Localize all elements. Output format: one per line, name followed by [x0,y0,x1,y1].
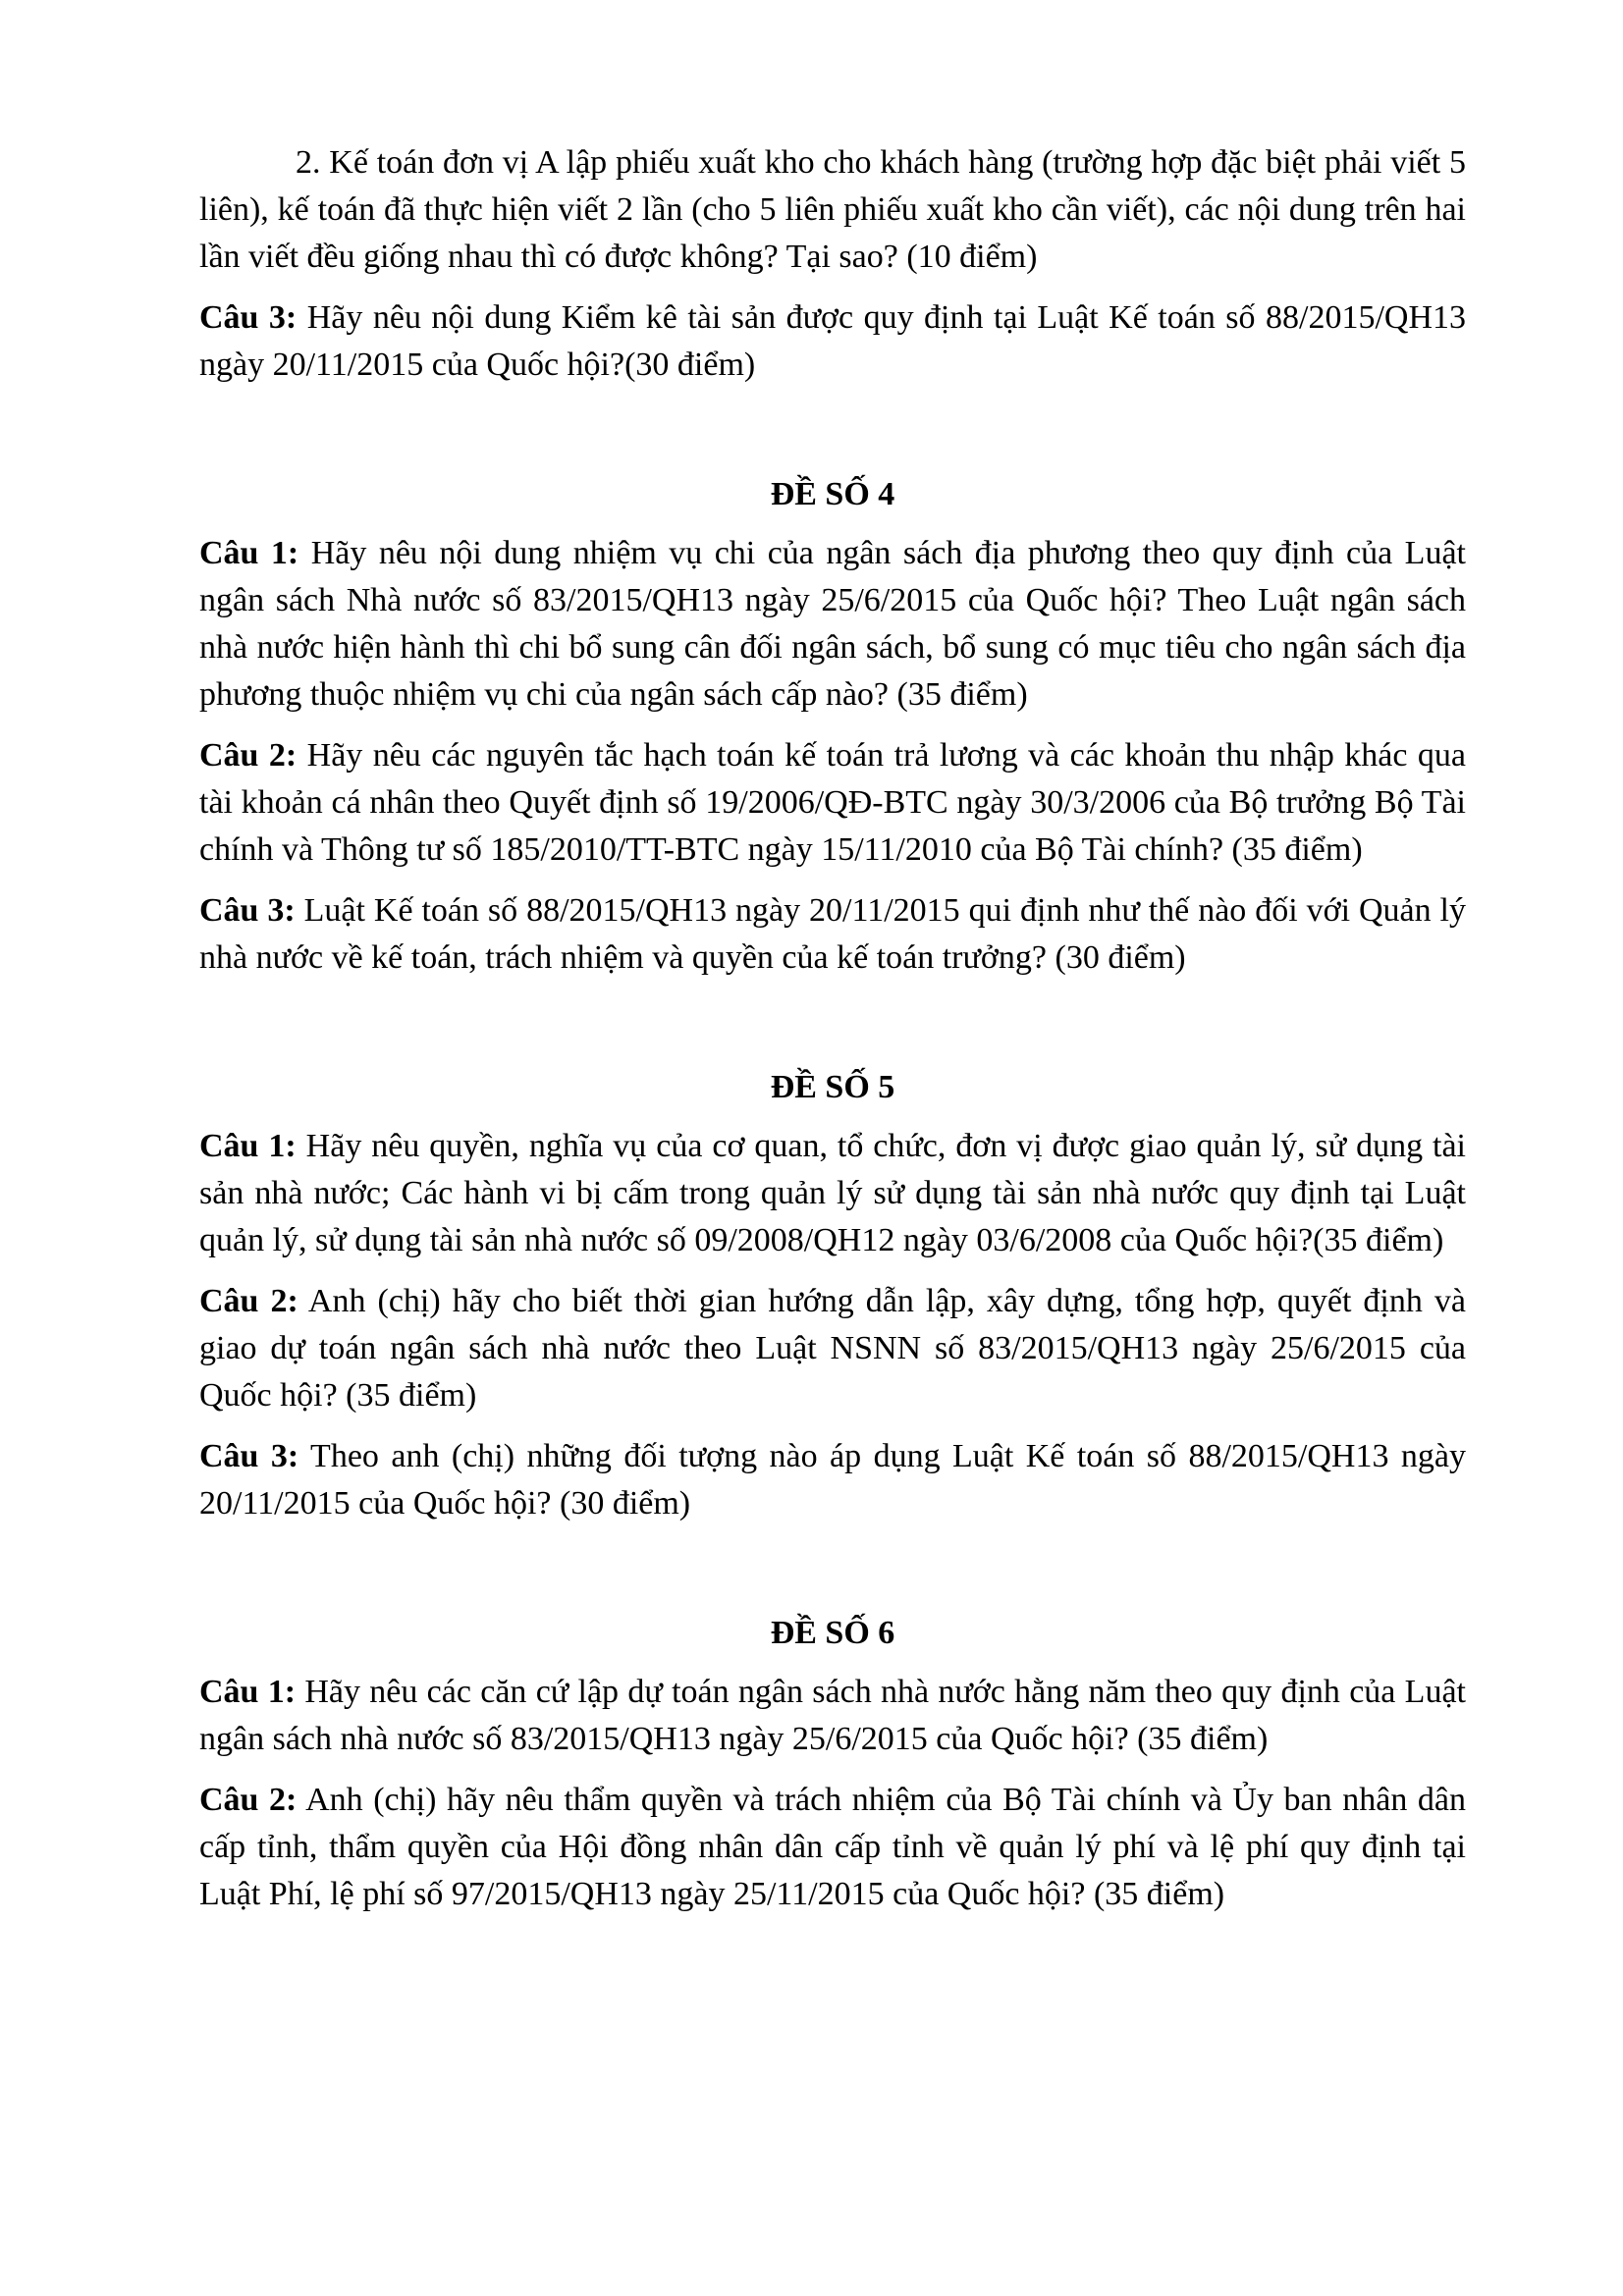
question-text: Hãy nêu quyền, nghĩa vụ của cơ quan, tổ chức, đơn vị được giao quản lý, sử dụng tài sản nhà nước; Các hành vi bị cấm trong quản lý sử dụng tài sản nhà nước quy định tại Luật quản lý, sử dụng tài sản nhà nước số 09/2008/QH12 ngày 03/6/2008 của Quốc hội?(35 điểm) [199,1128,1466,1258]
question-label: Câu 1: [199,1128,297,1164]
question-de5-cau3 [199,1433,1466,1527]
question-de6-cau1 [199,1669,1466,1763]
question-text: Hãy nêu nội dung nhiệm vụ chi của ngân sách địa phương theo quy định của Luật ngân sách Nhà nước số 83/2015/QH13 ngày 25/6/2015 của Quốc hội? Theo Luật ngân sách nhà nước hiện hành thì chi bổ sung cân đối ngân sách, bổ sung có mục tiêu cho ngân sách địa phương thuộc nhiệm vụ chi của ngân sách cấp nào? (35 điểm) [199,535,1466,713]
question-label: Câu 1: [199,535,299,571]
question-de4-cau2 [199,732,1466,874]
question-text: Hãy nêu các căn cứ lập dự toán ngân sách nhà nước hằng năm theo quy định của Luật ngân sách nhà nước số 83/2015/QH13 ngày 25/6/2015 của Quốc hội? (35 điểm) [199,1674,1466,1757]
section-heading-de-so-5: ĐỀ SỐ 5 [770,1069,895,1105]
question-de6-cau2 [199,1777,1466,1918]
intro-item-2: 2. Kế toán đơn vị A lập phiếu xuất kho cho khách hàng (trường hợp đặc biệt phải viết 5 liên), kế toán đã thực hiện viết 2 lần (cho 5 liên phiếu xuất kho cần viết), các nội dung trên hai lần viết đều giống nhau thì có được không? Tại sao? (10 điểm) [199,144,1466,275]
question-text: Anh (chị) hãy cho biết thời gian hướng dẫn lập, xây dựng, tổng hợp, quyết định và giao dự toán ngân sách nhà nước theo Luật NSNN số 83/2015/QH13 ngày 25/6/2015 của Quốc hội? (35 điểm) [199,1283,1466,1414]
question-text: Theo anh (chị) những đối tượng nào áp dụng Luật Kế toán số 88/2015/QH13 ngày 20/11/2015 của Quốc hội? (30 điểm) [199,1438,1466,1522]
question-label: Câu 3: [199,1438,299,1474]
question-text: Anh (chị) hãy nêu thẩm quyền và trách nhiệm của Bộ Tài chính và Ủy ban nhân dân cấp tỉnh, thẩm quyền của Hội đồng nhân dân cấp tỉnh về quản lý phí và lệ phí quy định tại Luật Phí, lệ phí số 97/2015/QH13 ngày 25/11/2015 của Quốc hội? (35 điểm) [199,1782,1466,1912]
question-label: Câu 2: [199,737,298,774]
question-text: Luật Kế toán số 88/2015/QH13 ngày 20/11/2015 qui định như thế nào đối với Quản lý nhà nước về kế toán, trách nhiệm và quyền của kế toán trưởng? (30 điểm) [199,892,1466,976]
document-page [199,139,1466,1932]
question-de5-cau1 [199,1123,1466,1264]
question-label: Câu 2: [199,1283,298,1319]
question-label: Câu 3: [199,299,298,336]
question-label: Câu 1: [199,1674,297,1710]
question-label: Câu 3: [199,892,296,929]
question-de4-cau1 [199,530,1466,719]
section-heading-de-so-6: ĐỀ SỐ 6 [770,1615,895,1651]
intro-question-3 [199,294,1466,389]
question-label: Câu 2: [199,1782,298,1818]
question-text: Hãy nêu nội dung Kiểm kê tài sản được quy định tại Luật Kế toán số 88/2015/QH13 ngày 20/11/2015 của Quốc hội?(30 điểm) [199,299,1466,383]
section-heading-de-so-4: ĐỀ SỐ 4 [770,476,895,512]
question-text: Hãy nêu các nguyên tắc hạch toán kế toán trả lương và các khoản thu nhập khác qua tài khoản cá nhân theo Quyết định số 19/2006/QĐ-BTC ngày 30/3/2006 của Bộ trưởng Bộ Tài chính và Thông tư số 185/2010/TT-BTC ngày 15/11/2010 của Bộ Tài chính? (35 điểm) [199,737,1466,868]
question-de4-cau3 [199,887,1466,982]
question-de5-cau2 [199,1278,1466,1419]
